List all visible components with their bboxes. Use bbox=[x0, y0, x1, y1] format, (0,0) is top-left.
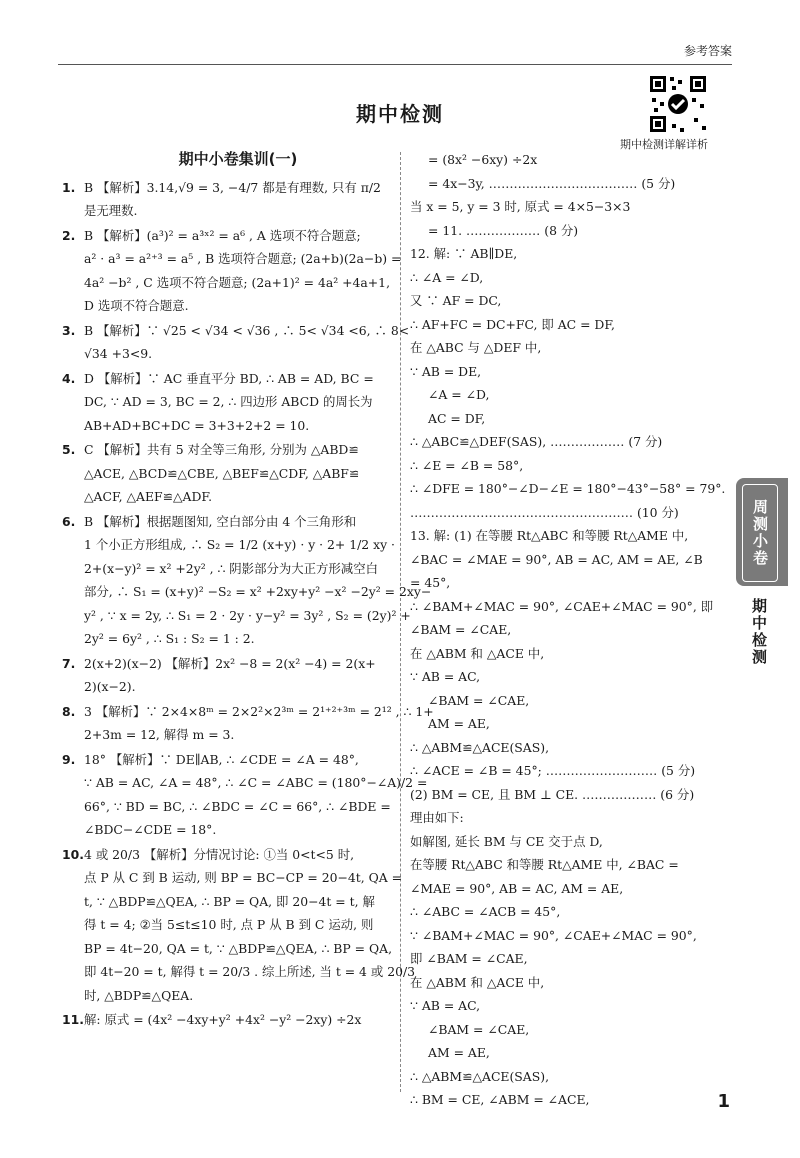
answer-text: 2y² = 6y² , ∴ S₁ : S₂ = 1 : 2. bbox=[84, 631, 255, 646]
answer-text: y² , ∵ x = 2y, ∴ S₁ = 2 · 2y · y−y² = 3y² , S₂ = (2y)² + bbox=[84, 607, 411, 623]
answer-item bbox=[62, 224, 402, 318]
answer-text: 4 或 20/3 【解析】分情况讨论: ①当 0<t<5 时, bbox=[84, 846, 355, 862]
solution-line: 在等腰 Rt△ABC 和等腰 Rt△AME 中, ∠BAC = bbox=[410, 857, 679, 872]
answer-text: √34 +3<9. bbox=[84, 346, 153, 361]
answer-line bbox=[84, 675, 392, 699]
solution-line: ∴ △ABM≌△ACE(SAS), bbox=[410, 1068, 550, 1084]
answer-text: 点 P 从 C 到 B 运动, 则 BP = BC−CP = 20−4t, QA = bbox=[84, 870, 403, 885]
answer-text: ∠BDC−∠CDE = 18°. bbox=[84, 822, 217, 837]
page-title: 期中检测 bbox=[356, 102, 444, 126]
answer-item bbox=[62, 176, 392, 223]
solution-line: 13. 解: (1) 在等腰 Rt△ABC 和等腰 Rt△AME 中, bbox=[410, 528, 689, 543]
answer-line bbox=[62, 438, 392, 462]
solution-line: 即 ∠BAM = ∠CAE, bbox=[410, 951, 528, 966]
header-rule bbox=[58, 64, 732, 65]
answer-line bbox=[84, 533, 395, 557]
answer-text: 2+3m = 12, 解得 m = 3. bbox=[84, 727, 235, 742]
answer-text: △ACE, △BCD≌△CBE, △BEF≌△CDF, △ABF≌ bbox=[84, 465, 360, 481]
answer-item bbox=[62, 1008, 392, 1032]
solution-line: ∴ △ABM≌△ACE(SAS), bbox=[410, 739, 550, 755]
side-tab-active[interactable] bbox=[736, 478, 788, 586]
right-column bbox=[410, 148, 728, 1112]
question-number: 5. bbox=[62, 442, 76, 457]
answer-line bbox=[62, 748, 392, 772]
answer-line bbox=[84, 342, 392, 366]
question-number: 10. bbox=[62, 846, 84, 862]
side-tab-label: 周测小卷 bbox=[742, 484, 778, 582]
answer-line bbox=[84, 604, 411, 628]
answer-line bbox=[62, 367, 392, 391]
answer-line bbox=[84, 485, 392, 509]
answer-text: D 选项不符合题意. bbox=[84, 298, 189, 313]
answer-text: △ACF, △AEF≌△ADF. bbox=[84, 489, 213, 504]
answer-text: B 【解析】∵ √25 < √34 < √36 , ∴ 5< √34 <6, ∴ 8< bbox=[84, 322, 410, 338]
answer-line bbox=[84, 818, 392, 842]
solution-line: ∵ AB = AC, bbox=[410, 669, 481, 684]
solution-line: ∴ ∠BAM+∠MAC = 90°, ∠CAE+∠MAC = 90°, 即 bbox=[410, 598, 714, 614]
answer-item bbox=[62, 367, 392, 438]
answer-text: B 【解析】(a³)² = a³ˣ² = a⁶ , A 选项不符合题意; bbox=[84, 227, 361, 243]
solution-line: ∵ ∠BAM+∠MAC = 90°, ∠CAE+∠MAC = 90°, bbox=[410, 927, 697, 943]
answer-text: D 【解析】∵ AC 垂直平分 BD, ∴ AB = AD, BC = bbox=[84, 370, 374, 386]
solution-line: ∵ AB = DE, bbox=[410, 363, 482, 379]
answer-item bbox=[62, 843, 416, 1008]
solution-line: AC = DF, bbox=[428, 410, 486, 426]
answer-item bbox=[62, 652, 392, 699]
answer-line bbox=[84, 723, 392, 747]
solution-line: ……………………………………………… (10 分) bbox=[410, 504, 679, 520]
solution-line: ∴ ∠ACE = ∠B = 45°; ……………………… (5 分) bbox=[410, 763, 696, 778]
answer-line bbox=[62, 319, 410, 343]
solution-line: ∴ ∠ABC = ∠ACB = 45°, bbox=[410, 904, 561, 919]
qr-code-icon[interactable] bbox=[648, 74, 708, 134]
answer-line bbox=[84, 557, 392, 581]
solution-line: = 45°, bbox=[410, 575, 451, 590]
question-number: 2. bbox=[62, 227, 76, 243]
answer-line bbox=[84, 937, 392, 961]
answer-line bbox=[84, 771, 428, 795]
answer-text: 1 个小正方形组成, ∴ S₂ = 1/2 (x+y) · y · 2+ 1/2 xy · bbox=[84, 537, 395, 552]
section-title: 期中小卷集训(一) bbox=[178, 150, 298, 168]
answer-text: 2)(x−2). bbox=[84, 679, 136, 694]
solution-line: ∠MAE = 90°, AB = AC, AM = AE, bbox=[410, 880, 624, 896]
answer-text: 4a² −b² , C 选项不符合题意; (2a+1)² = 4a² +4a+1, bbox=[84, 274, 391, 290]
solution-line: 在 △ABC 与 △DEF 中, bbox=[410, 340, 542, 355]
solution-line: = (8x² −6xy) ÷2x bbox=[428, 152, 538, 167]
answer-text: 部分, ∴ S₁ = (x+y)² −S₂ = x² +2xy+y² −x² −2y² = 2xy− bbox=[84, 584, 432, 599]
solution-line: 又 ∵ AF = DC, bbox=[410, 293, 502, 308]
answer-text: 2+(x−y)² = x² +2y² , ∴ 阴影部分为大正方形减空白 bbox=[84, 560, 378, 576]
question-number: 3. bbox=[62, 322, 76, 338]
answer-text: 解: 原式 = (4x² −4xy+y² +4x² −y² −2xy) ÷2x bbox=[84, 1012, 362, 1027]
solution-line: ∴ ∠DFE = 180°−∠D−∠E = 180°−43°−58° = 79°. bbox=[410, 481, 726, 496]
solution-line: ∠A = ∠D, bbox=[428, 387, 490, 402]
question-number: 4. bbox=[62, 370, 76, 386]
solution-line: ∠BAM = ∠CAE, bbox=[428, 1021, 530, 1037]
solution-line: 在 △ABM 和 △ACE 中, bbox=[410, 645, 545, 661]
answer-line bbox=[84, 462, 392, 486]
answer-text: 18° 【解析】∵ DE∥AB, ∴ ∠CDE = ∠A = 48°, bbox=[84, 751, 359, 767]
answer-line bbox=[62, 652, 392, 676]
solution-line: AM = AE, bbox=[428, 716, 490, 731]
question-number: 11. bbox=[62, 1012, 84, 1027]
answer-text: 是无理数. bbox=[84, 203, 138, 218]
solution-line: ∠BAC = ∠MAE = 90°, AB = AC, AM = AE, ∠B bbox=[410, 551, 703, 567]
solution-line: 当 x = 5, y = 3 时, 原式 = 4×5−3×3 bbox=[410, 199, 631, 214]
answer-line bbox=[84, 414, 392, 438]
solution-line: ∴ AF+FC = DC+FC, 即 AC = DF, bbox=[410, 316, 615, 332]
solution-line: 理由如下: bbox=[410, 810, 464, 825]
solution-line: ∠BAM = ∠CAE, bbox=[410, 622, 512, 637]
answer-text: t, ∵ △BDP≌△QEA, ∴ BP = QA, 即 20−4t = t, 解 bbox=[84, 893, 375, 909]
solution-lines bbox=[410, 148, 728, 1112]
question-number: 8. bbox=[62, 703, 76, 719]
answer-text: a² · a³ = a²⁺³ = a⁵ , B 选项符合题意; (2a+b)(2a−b) = bbox=[84, 251, 402, 266]
answer-text: 3 【解析】∵ 2×4×8ᵐ = 2×2²×2³ᵐ = 2¹⁺²⁺³ᵐ = 2¹² , ∴ 1+ bbox=[84, 703, 434, 719]
answer-text: B 【解析】3.14,√9 = 3, −4/7 都是有理数, 只有 π/2 bbox=[84, 179, 381, 195]
answer-line bbox=[84, 390, 392, 414]
answer-line bbox=[62, 700, 434, 724]
solution-line: (2) BM = CE, 且 BM ⊥ CE. ……………… (6 分) bbox=[410, 786, 695, 802]
answer-line bbox=[84, 627, 392, 651]
answer-line bbox=[84, 960, 416, 984]
answer-text: 66°, ∵ BD = BC, ∴ ∠BDC = ∠C = 66°, ∴ ∠BDE = bbox=[84, 798, 391, 814]
answer-line bbox=[84, 984, 392, 1008]
answer-text: AB+AD+BC+DC = 3+3+2+2 = 10. bbox=[84, 417, 310, 433]
solution-line: = 4x−3y, ……………………………… (5 分) bbox=[428, 175, 676, 191]
question-number: 1. bbox=[62, 179, 76, 195]
answer-line bbox=[62, 843, 392, 867]
answer-line bbox=[62, 510, 392, 534]
solution-line: ∴ ∠A = ∠D, bbox=[410, 269, 484, 285]
answer-line bbox=[84, 866, 403, 890]
answer-text: B 【解析】根据题图知, 空白部分由 4 个三角形和 bbox=[84, 513, 357, 529]
answer-line bbox=[84, 294, 392, 318]
answer-text: C 【解析】共有 5 对全等三角形, 分别为 △ABD≌ bbox=[84, 442, 359, 457]
answer-line bbox=[62, 224, 392, 248]
answer-item bbox=[62, 319, 410, 366]
side-tab-inactive[interactable]: 期中检测 bbox=[750, 598, 768, 666]
answer-item bbox=[62, 438, 392, 509]
answer-item bbox=[62, 748, 428, 842]
solution-line: AM = AE, bbox=[428, 1045, 490, 1060]
answer-text: 时, △BDP≌△QEA. bbox=[84, 987, 194, 1003]
answer-text: ∵ AB = AC, ∠A = 48°, ∴ ∠C = ∠ABC = (180°−∠A)/2 = bbox=[84, 775, 428, 790]
solution-line: ∠BAM = ∠CAE, bbox=[428, 692, 530, 708]
answer-line bbox=[84, 795, 392, 819]
answer-line bbox=[84, 913, 392, 937]
answer-text: BP = 4t−20, QA = t, ∵ △BDP≌△QEA, ∴ BP = QA, bbox=[84, 940, 393, 956]
solution-line: 如解图, 延长 BM 与 CE 交于点 D, bbox=[410, 833, 603, 849]
qr-caption: 期中检测详解详析 bbox=[620, 138, 708, 151]
answer-line bbox=[84, 271, 392, 295]
header-label: 参考答案 bbox=[683, 44, 732, 58]
solution-line: ∴ △ABC≌△DEF(SAS), ……………… (7 分) bbox=[410, 434, 663, 449]
solution-line: ∴ BM = CE, ∠ABM = ∠ACE, bbox=[410, 1092, 590, 1107]
solution-line: 在 △ABM 和 △ACE 中, bbox=[410, 974, 545, 990]
question-number: 6. bbox=[62, 513, 76, 529]
page-number: 1 bbox=[717, 1091, 730, 1112]
solution-line: ∵ AB = AC, bbox=[410, 998, 481, 1013]
answer-item bbox=[62, 700, 434, 747]
answer-line bbox=[62, 1008, 392, 1032]
solution-line: = 11. ……………… (8 分) bbox=[428, 222, 579, 238]
answer-line bbox=[62, 176, 392, 200]
solution-line: ∴ ∠E = ∠B = 58°, bbox=[410, 457, 524, 473]
answer-line bbox=[84, 890, 392, 914]
answer-text: 得 t = 4; ②当 5≤t≤10 时, 点 P 从 B 到 C 运动, 则 bbox=[84, 917, 374, 932]
question-number: 9. bbox=[62, 751, 76, 767]
answer-text: 即 4t−20 = t, 解得 t = 20/3 . 综上所述, 当 t = 4 或 20/3 bbox=[84, 964, 416, 979]
answer-line bbox=[84, 199, 392, 223]
question-number: 7. bbox=[62, 655, 76, 671]
answer-line bbox=[84, 247, 402, 271]
answer-line bbox=[84, 580, 432, 604]
solution-line: 12. 解: ∵ AB∥DE, bbox=[410, 246, 518, 261]
answer-text: 2(x+2)(x−2) 【解析】2x² −8 = 2(x² −4) = 2(x+ bbox=[84, 655, 376, 671]
answer-text: DC, ∵ AD = 3, BC = 2, ∴ 四边形 ABCD 的周长为 bbox=[84, 394, 373, 409]
